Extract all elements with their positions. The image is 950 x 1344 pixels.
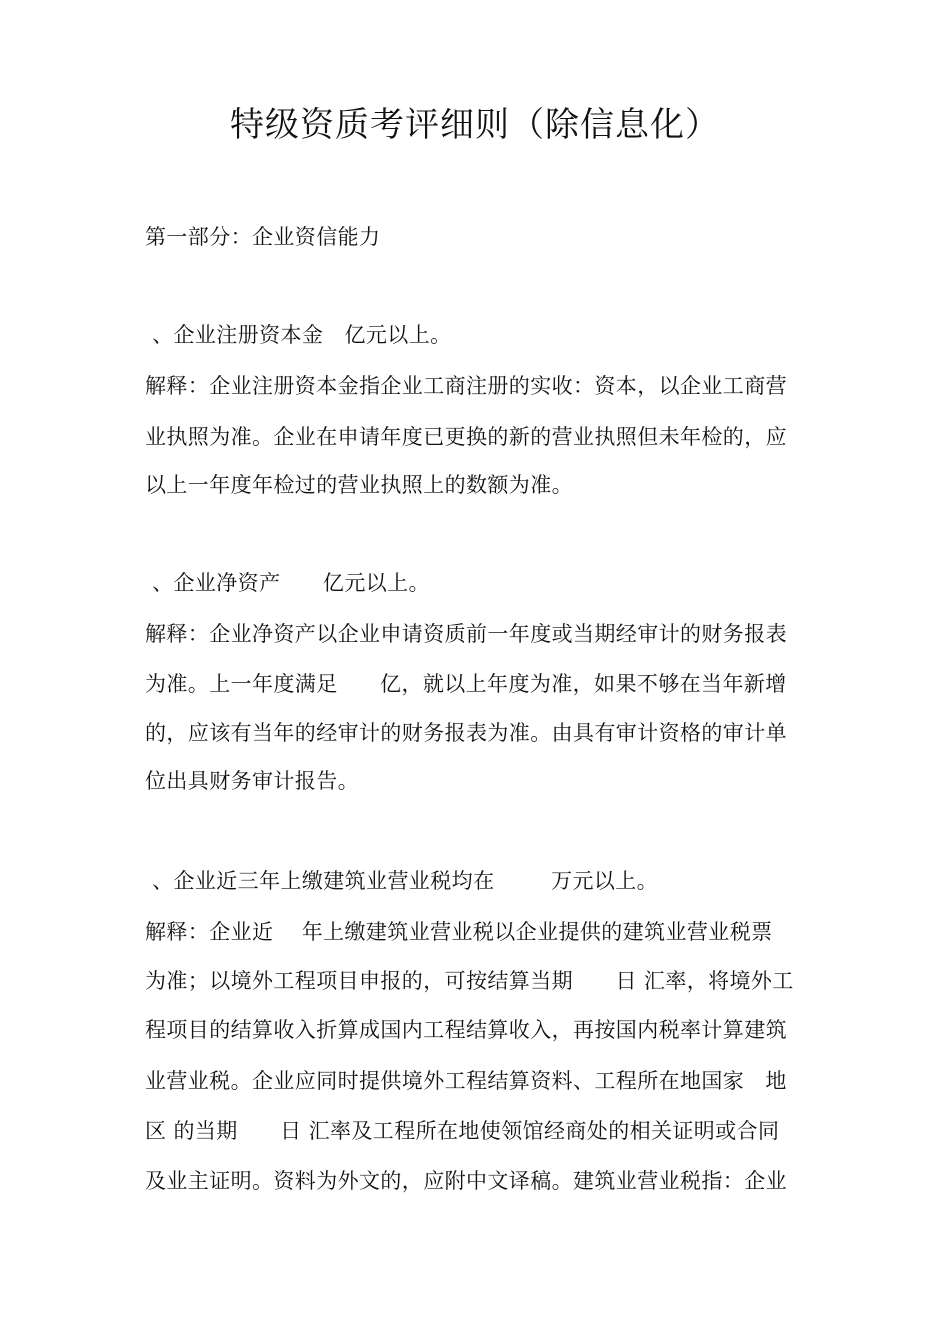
item-2-line-3: 的，应该有当年的经审计的财务报表为准。由具有审计资格的审计单	[145, 721, 787, 745]
item-2-line-1: 解释：企业净资产以企业申请资质前一年度或当期经审计的财务报表	[145, 622, 787, 646]
item-3-line-4: 业营业税。企业应同时提供境外工程结算资料、工程所在地国家 地	[145, 1069, 787, 1093]
item-1-heading: 、企业注册资本金 亿元以上。	[145, 323, 452, 347]
item-3-heading: 、企业近三年上缴建筑业营业税均在 万元以上。	[145, 869, 659, 893]
item-3-line-2: 为准；以境外工程项目申报的，可按结算当期 日 汇率，将境外工	[145, 969, 794, 993]
section-heading: 第一部分：企业资信能力	[145, 225, 381, 249]
document-title: 特级资质考评细则（除信息化）	[230, 105, 720, 145]
item-3-line-6: 及业主证明。资料为外文的，应附中文译稿。建筑业营业税指：企业	[145, 1169, 787, 1193]
item-3-line-1: 解释：企业近 年上缴建筑业营业税以企业提供的建筑业营业税票	[145, 920, 773, 944]
item-1-line-2: 业执照为准。企业在申请年度已更换的新的营业执照但未年检的，应	[145, 425, 787, 449]
item-2-line-2: 为准。上一年度满足 亿，就以上年度为准，如果不够在当年新增	[145, 672, 787, 696]
item-3-line-5: 区 的当期 日 汇率及工程所在地使领馆经商处的相关证明或合同	[145, 1119, 780, 1143]
item-2-line-4: 位出具财务审计报告。	[145, 769, 359, 793]
item-2-heading: 、企业净资产 亿元以上。	[145, 571, 430, 595]
item-1-line-1: 解释：企业注册资本金指企业工商注册的实收：资本，以企业工商营	[145, 374, 787, 398]
item-1-line-3: 以上一年度年检过的营业执照上的数额为准。	[145, 473, 573, 497]
item-3-line-3: 程项目的结算收入折算成国内工程结算收入，再按国内税率计算建筑	[145, 1018, 787, 1042]
